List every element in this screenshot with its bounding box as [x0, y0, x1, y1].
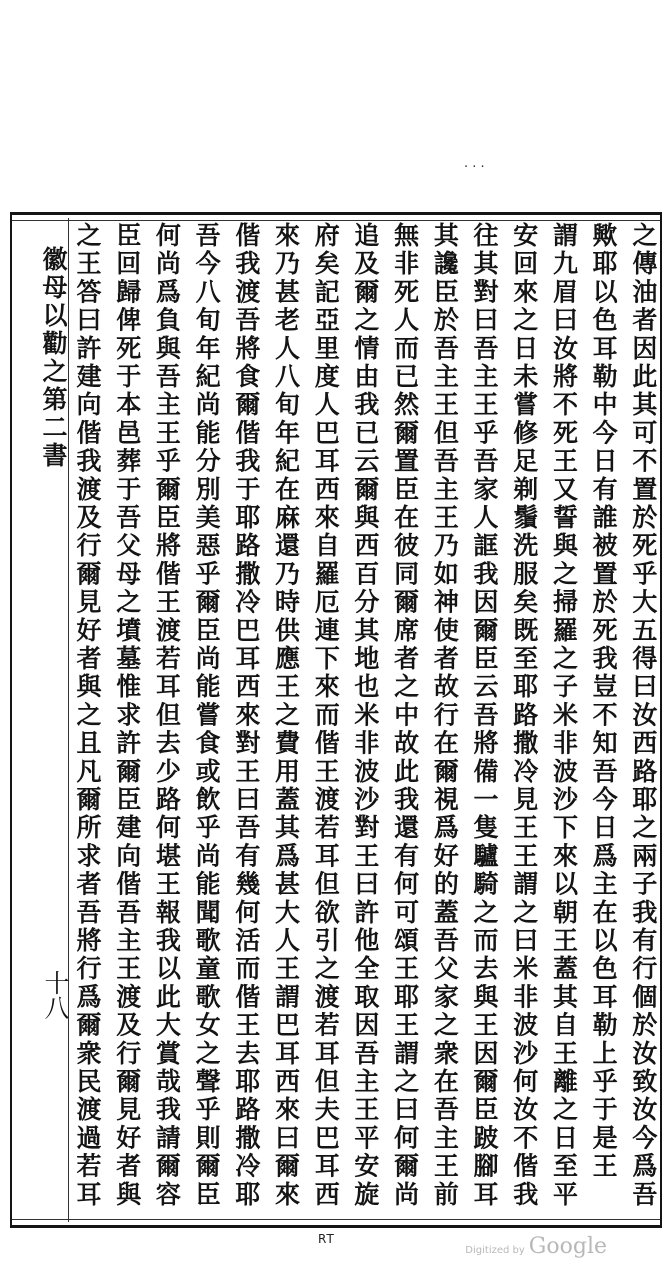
scan-mark: RT — [318, 1232, 335, 1246]
text-column: 其讒臣於吾主王但吾主王乃如神使者故行在爾視爲好的蓋吾父家之衆在吾主王前 — [430, 222, 460, 1209]
margin-rule — [68, 218, 69, 1222]
frame-inner-rule-top — [12, 220, 660, 221]
text-column: 無非死人而已然爾置臣在彼同爾席者之中故此我還有何可頌王耶王謂之曰何爾尚 — [390, 222, 420, 1209]
text-column: 安回來之日未嘗修足剃鬚洗服矣既至耶路撒冷見王王謂之曰米非波沙何汝不偕我 — [509, 222, 539, 1209]
text-column: 之王答曰許建向偕我渡及行爾見好者與之且凡爾所求者吾將行爲爾衆民渡過若耳 — [73, 222, 102, 1209]
text-column: 往其對曰吾主王乎吾家人誆我因爾臣云吾將備一隻驢騎之而去與王因爾臣跛腳耳 — [470, 222, 500, 1209]
text-column: 臣回歸俾死于本邑葬于吾父母之墳墓惟求許爾臣建向偕吾主王渡及行爾見好者與 — [112, 222, 142, 1209]
text-body — [72, 222, 658, 1222]
margin-column — [38, 218, 68, 1222]
ink-smudge: ‧ ‧ ‧ — [464, 160, 485, 175]
digitizer-watermark — [465, 1234, 607, 1259]
text-column: 歟耶以色耳勒中今日有誰被置於死我豈不知吾今日爲主在以色耳勒上乎于是王 — [589, 222, 619, 1181]
watermark-brand: Google — [528, 1234, 607, 1259]
folio-number: 十八 — [41, 970, 70, 1020]
text-column: 來乃甚老人八旬年紀在麻還乃時供應王之費用蓋其爲甚大人王謂巴耳西來曰爾來 — [271, 222, 301, 1209]
text-column: 吾今八旬年紀尚能分別美惡乎爾臣尚能嘗食或飲乎尚能聞歌童歌女之聲乎則爾臣 — [192, 222, 222, 1209]
text-column: 之傳油者因此其可不置於死乎大五得曰汝西路耶之兩子我有行個於汝致汝今爲吾 — [628, 222, 658, 1209]
text-column: 偕我渡吾將食爾偕我于耶路撒冷巴耳西來對王曰吾有幾何活而偕王去耶路撒冷耶 — [231, 222, 261, 1209]
text-column: 追及爾之情由我已云爾與西百分其地也米非波沙對王曰許他全取因吾主王平安旋 — [350, 222, 380, 1209]
text-column: 謂九眉曰汝將不死王又誓與之掃羅之子米非波沙下來以朝王蓋其自王離之日至平 — [549, 222, 579, 1209]
text-column: 何尚爲負與吾主王乎爾臣將偕王渡若耳但去少路何堪王報我以此大賞哉我請爾容 — [152, 222, 182, 1209]
watermark-prefix: Digitized by — [465, 1245, 525, 1256]
running-title: 徽母以勸之第二書 — [39, 246, 68, 470]
text-column: 府矣記亞里度人巴耳西來自羅厄連下來而偕王渡若耳但欲引之渡若耳但夫巴耳西 — [311, 222, 341, 1209]
